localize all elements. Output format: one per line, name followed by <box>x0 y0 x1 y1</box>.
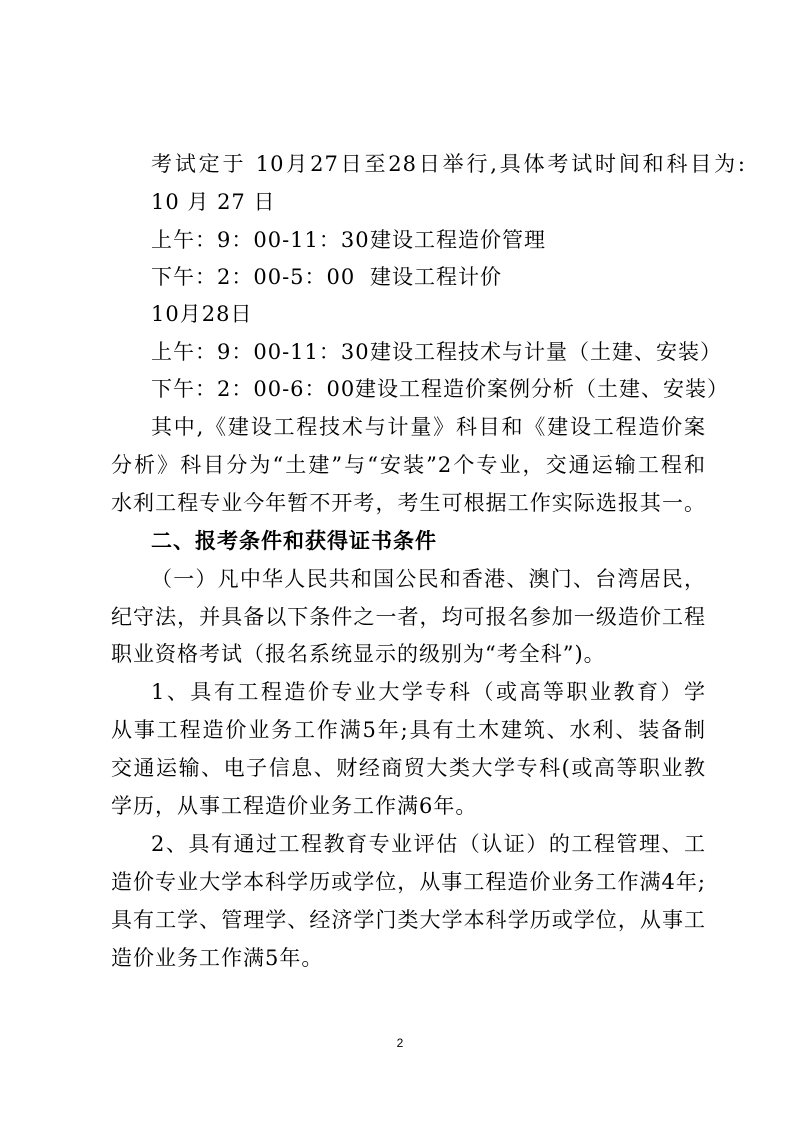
paragraph-line: 2、具有通过工程教育专业评估（认证）的工程管理、工 <box>151 832 706 856</box>
schedule-row-day2-morning <box>151 337 746 367</box>
schedule-row-day1-afternoon <box>151 262 746 292</box>
paragraph-line: 1、具有工程造价专业大学专科（或高等职业教育）学 <box>151 680 706 704</box>
schedule-subject: 建设工程技术与计量（土建、安装） <box>370 340 722 364</box>
schedule-row-day1-morning <box>151 225 746 255</box>
schedule-date-day2: 10月28日 <box>151 302 253 326</box>
schedule-subject: 建设工程造价管理 <box>370 228 546 252</box>
schedule-time: 上午：9：00-11：30 <box>151 228 370 252</box>
paragraph-line: 交通运输、电子信息、财经商贸大类大学专科(或高等职业教 <box>111 756 706 780</box>
schedule-time: 下午：2：00-6：00 <box>151 377 356 401</box>
schedule-time: 下午：2：00-5：00 <box>151 265 356 289</box>
schedule-subject: 建设工程计价 <box>370 265 502 289</box>
paragraph-line: （一）凡中华人民共和国公民和香港、澳门、台湾居民， <box>151 567 706 591</box>
paragraph-line: 造价业务工作满5年。 <box>111 946 324 970</box>
paragraph-line: 分析》科目分为“土建”与“安装”2个专业，交通运输工程和 <box>111 453 706 477</box>
paragraph-line: 从事工程造价业务工作满5年;具有土木建筑、水利、装备制 <box>111 718 706 742</box>
paragraph-line: 水利工程专业今年暂不开考，考生可根据工作实际选报其一。 <box>111 491 706 515</box>
paragraph-line: 具有工学、管理学、经济学门类大学本科学历或学位，从事工 <box>111 908 706 932</box>
exam-date-intro: 考试定于 10月27日至28日举行,具体考试时间和科目为: <box>151 152 746 176</box>
page-number: 2 <box>396 1036 404 1050</box>
section-heading: 二、报考条件和获得证书条件 <box>151 529 437 553</box>
paragraph-line: 学历，从事工程造价业务工作满6年。 <box>111 794 478 818</box>
paragraph-line: 纪守法，并具备以下条件之一者，均可报名参加一级造价工程 <box>111 605 706 629</box>
schedule-time: 上午：9：00-11：30 <box>151 340 370 364</box>
schedule-row-day2-afternoon <box>151 374 746 404</box>
schedule-date-day1: 10 月 27 日 <box>151 190 276 214</box>
paragraph-line: 职业资格考试（报名系统显示的级别为“考全科”)。 <box>111 642 606 666</box>
schedule-subject: 建设工程造价案例分析（土建、安装） <box>355 377 729 401</box>
paragraph-line: 造价专业大学本科学历或学位，从事工程造价业务工作满4年; <box>111 870 706 894</box>
paragraph-line: 其中,《建设工程技术与计量》科目和《建设工程造价案 <box>151 415 706 439</box>
